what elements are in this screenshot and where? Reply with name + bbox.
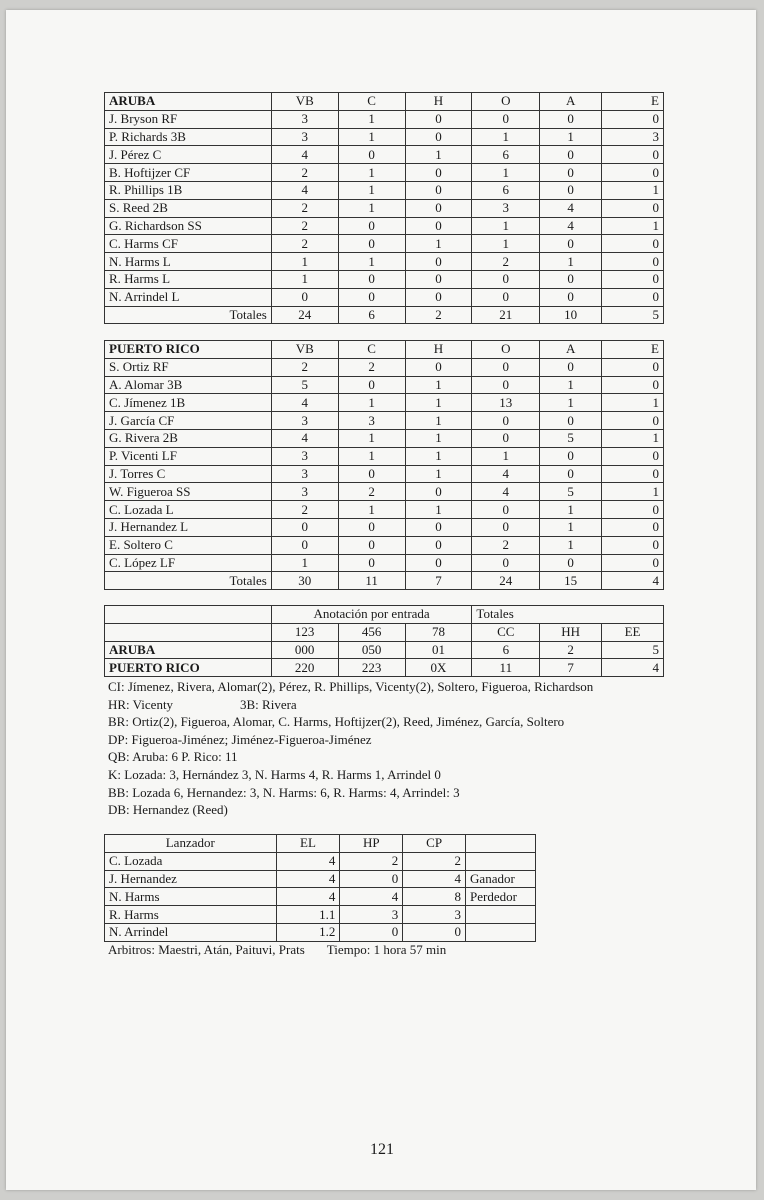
stat-cell: 2 [338,358,405,376]
totals-cell: 4 [602,572,664,590]
line-score-cell: 11 [472,659,540,677]
player-name: P. Richards 3B [105,128,272,146]
player-name: G. Richardson SS [105,217,272,235]
note-line: QB: Aruba: 6 P. Rico: 11 [108,749,238,765]
stat-cell: 2 [271,199,338,217]
player-name: J. Pérez C [105,146,272,164]
stat-cell: 0 [602,412,664,430]
pitching-stat-cell: 2 [340,852,403,870]
player-name: G. Rivera 2B [105,429,272,447]
line-score-subheader-row [105,623,664,641]
totals-cell: 24 [271,306,338,324]
totals-cell: 11 [338,572,405,590]
stat-cell: 0 [338,270,405,288]
pitching-stat-cell: 0 [340,870,403,888]
stat-cell: 1 [540,253,602,271]
totals-header: Totales [472,606,664,624]
stat-cell: 0 [540,270,602,288]
line-score-row [105,641,664,659]
pitching-stat-cell: 4 [276,870,340,888]
player-name: P. Vicenti LF [105,447,272,465]
totals-cell: 2 [405,306,472,324]
puerto-rico-player-row [105,429,664,447]
stat-cell: 0 [540,554,602,572]
aruba-column-header: E [602,93,664,111]
aruba-player-row [105,199,664,217]
line-score-cell: 220 [271,659,338,677]
puerto-rico-player-row [105,358,664,376]
stat-cell: 1 [405,146,472,164]
pitcher-name: J. Hernandez [105,870,277,888]
stat-cell: 0 [602,199,664,217]
line-score-subheader: 123 [271,623,338,641]
stat-cell: 1 [472,447,540,465]
stat-cell: 0 [405,199,472,217]
stat-cell: 0 [540,358,602,376]
pitching-stat-cell: 1.1 [276,906,340,924]
stat-cell: 1 [602,429,664,447]
stat-cell: 2 [338,483,405,501]
stat-cell: 1 [338,394,405,412]
line-score-cell: 6 [472,641,540,659]
stat-cell: 6 [472,146,540,164]
note-line: BB: Lozada 6, Hernandez: 3, N. Harms: 6, R. Harms: 4, Arrindel: 3 [108,784,460,800]
pitching-stat-cell: 4 [276,888,340,906]
stat-cell: 1 [405,465,472,483]
note-line: BR: Ortiz(2), Figueroa, Alomar, C. Harms, Hoftijzer(2), Reed, Jiménez, García, Soltero [108,714,565,730]
aruba-column-header: H [405,93,472,111]
pitching-column-header: EL [276,835,340,853]
stat-cell: 0 [602,164,664,182]
stat-cell: 0 [602,253,664,271]
note-line: K: Lozada: 3, Hernández 3, N. Harms 4, R. Harms 1, Arrindel 0 [108,766,441,782]
pitcher-row [105,888,536,906]
stat-cell: 1 [540,501,602,519]
player-name: S. Ortiz RF [105,358,272,376]
aruba-box-score [104,92,664,324]
note-line: CI: Jímenez, Rivera, Alomar(2), Pérez, R. Phillips, Vicenty(2), Soltero, Figueroa, Richardson [108,679,594,694]
stat-cell: 3 [338,412,405,430]
stat-cell: 2 [472,253,540,271]
pitching-stat-cell: 4 [340,888,403,906]
umpires-text: Arbitros: Maestri, Atán, Paituvi, Prats [108,942,305,957]
aruba-player-row [105,217,664,235]
player-name: J. García CF [105,412,272,430]
stat-cell: 0 [405,554,472,572]
aruba-player-row [105,164,664,182]
line-score-cell: 000 [271,641,338,659]
pitching-stat-cell: 4 [276,852,340,870]
stat-cell: 1 [271,270,338,288]
line-score-cell: 01 [405,641,472,659]
line-score-cell: 223 [338,659,405,677]
aruba-column-header: VB [271,93,338,111]
stat-cell: 0 [472,270,540,288]
aruba-player-row [105,146,664,164]
pitching-stat-cell: 3 [403,906,466,924]
stat-cell: 0 [472,518,540,536]
pitcher-name: R. Harms [105,906,277,924]
pitching-stat-cell: 2 [403,852,466,870]
stat-cell: 3 [271,110,338,128]
stat-cell: 0 [338,288,405,306]
aruba-player-row [105,270,664,288]
stat-cell: 1 [271,253,338,271]
stat-cell: 1 [602,217,664,235]
stat-cell: 1 [338,181,405,199]
stat-cell: 0 [602,536,664,554]
stat-cell: 0 [602,235,664,253]
stat-cell: 0 [271,536,338,554]
puerto-rico-team-name: PUERTO RICO [105,341,272,359]
puerto-rico-player-row [105,412,664,430]
note-hr: HR: Vicenty [108,696,174,712]
stat-cell: 0 [540,412,602,430]
pitcher-row [105,852,536,870]
aruba-player-row [105,253,664,271]
pitcher-decision [466,906,536,924]
stat-cell: 13 [472,394,540,412]
page-number: 121 [370,1141,394,1158]
aruba-player-row [105,288,664,306]
pitcher-name: C. Lozada [105,852,277,870]
pitcher-decision: Ganador [466,870,536,888]
stat-cell: 0 [602,270,664,288]
stat-cell: 3 [271,483,338,501]
puerto-rico-column-header: E [602,341,664,359]
stat-cell: 2 [271,235,338,253]
pitching-stat-cell: 8 [403,888,466,906]
aruba-header-row [105,93,664,111]
innings-header: Anotación por entrada [271,606,472,624]
stat-cell: 0 [405,270,472,288]
puerto-rico-header-row [105,341,664,359]
puerto-rico-player-row [105,483,664,501]
pitching-stat-cell: 0 [340,923,403,941]
stat-cell: 1 [540,518,602,536]
stat-cell: 1 [338,447,405,465]
stat-cell: 6 [472,181,540,199]
stat-cell: 1 [472,217,540,235]
pitcher-row [105,923,536,941]
stat-cell: 0 [338,465,405,483]
puerto-rico-player-row [105,518,664,536]
stat-cell: 4 [271,429,338,447]
totals-cell: 15 [540,572,602,590]
stat-cell: 0 [540,146,602,164]
stat-cell: 1 [405,412,472,430]
stat-cell: 0 [405,217,472,235]
totals-label: Totales [105,306,272,324]
stat-cell: 1 [405,376,472,394]
line-score-corner [105,606,272,624]
stat-cell: 0 [338,235,405,253]
stat-cell: 3 [271,465,338,483]
stat-cell: 0 [405,128,472,146]
stat-cell: 0 [338,536,405,554]
stat-cell: 0 [338,217,405,235]
player-name: E. Soltero C [105,536,272,554]
line-score-subheader: CC [472,623,540,641]
game-time-text: Tiempo: 1 hora 57 min [326,942,447,957]
stat-cell: 1 [540,128,602,146]
stat-cell: 0 [405,164,472,182]
stat-cell: 0 [540,110,602,128]
stat-cell: 1 [602,181,664,199]
line-score-subheader: 78 [405,623,472,641]
line-score-team: PUERTO RICO [105,659,272,677]
pitching-stat-cell: 1.2 [276,923,340,941]
pitching-stat-cell: 3 [340,906,403,924]
stat-cell: 0 [271,288,338,306]
aruba-player-row [105,235,664,253]
stat-cell: 1 [540,536,602,554]
puerto-rico-totals-row [105,572,664,590]
stat-cell: 1 [338,128,405,146]
stat-cell: 0 [405,483,472,501]
stat-cell: 0 [602,288,664,306]
pitching-column-header [466,835,536,853]
puerto-rico-player-row [105,376,664,394]
stat-cell: 1 [338,164,405,182]
player-name: C. Jímenez 1B [105,394,272,412]
pitching-table [104,834,536,942]
stat-cell: 1 [405,429,472,447]
pitching-column-header: Lanzador [105,835,277,853]
line-score-subheader [105,623,272,641]
stat-cell: 2 [271,164,338,182]
puerto-rico-player-row [105,447,664,465]
stat-cell: 1 [338,253,405,271]
stat-cell: 1 [540,394,602,412]
pitcher-decision [466,852,536,870]
stat-cell: 0 [540,465,602,483]
stat-cell: 1 [602,483,664,501]
stat-cell: 1 [472,128,540,146]
stat-cell: 0 [540,447,602,465]
stat-cell: 0 [602,518,664,536]
stat-cell: 1 [405,447,472,465]
line-score-cell: 0X [405,659,472,677]
stat-cell: 0 [338,554,405,572]
stat-cell: 0 [472,429,540,447]
pitcher-name: N. Arrindel [105,923,277,941]
line-score-subheader: HH [540,623,602,641]
stat-cell: 0 [472,110,540,128]
aruba-team-name: ARUBA [105,93,272,111]
stat-cell: 0 [405,358,472,376]
stat-cell: 0 [338,146,405,164]
aruba-totals-row [105,306,664,324]
totals-cell: 10 [540,306,602,324]
stat-cell: 3 [472,199,540,217]
puerto-rico-column-header: O [472,341,540,359]
player-name: J. Hernandez L [105,518,272,536]
stat-cell: 0 [271,518,338,536]
line-score-subheader: EE [602,623,664,641]
stat-cell: 1 [338,429,405,447]
stat-cell: 3 [271,447,338,465]
player-name: A. Alomar 3B [105,376,272,394]
player-name: S. Reed 2B [105,199,272,217]
stat-cell: 0 [472,501,540,519]
stat-cell: 0 [540,181,602,199]
stat-cell: 0 [602,358,664,376]
stat-cell: 1 [338,199,405,217]
stat-cell: 0 [405,110,472,128]
line-score-table [104,605,664,677]
game-notes [108,678,628,819]
aruba-player-row [105,181,664,199]
player-name: B. Hoftijzer CF [105,164,272,182]
stat-cell: 2 [271,217,338,235]
stat-cell: 0 [405,181,472,199]
totals-cell: 6 [338,306,405,324]
puerto-rico-box-score [104,340,664,590]
note-3b: 3B: Rivera [240,696,297,712]
puerto-rico-player-row [105,501,664,519]
player-name: R. Phillips 1B [105,181,272,199]
totals-label: Totales [105,572,272,590]
stat-cell: 0 [405,536,472,554]
stat-cell: 4 [472,465,540,483]
player-name: C. López LF [105,554,272,572]
stat-cell: 0 [472,554,540,572]
stat-cell: 3 [271,128,338,146]
stat-cell: 1 [540,376,602,394]
puerto-rico-player-row [105,536,664,554]
puerto-rico-column-header: A [540,341,602,359]
stat-cell: 1 [271,554,338,572]
stat-cell: 4 [540,199,602,217]
player-name: C. Harms CF [105,235,272,253]
line-score-header-row [105,606,664,624]
stat-cell: 5 [540,483,602,501]
stat-cell: 5 [271,376,338,394]
stat-cell: 4 [271,394,338,412]
stat-cell: 1 [338,501,405,519]
pitcher-decision [466,923,536,941]
line-score-cell: 4 [602,659,664,677]
note-line: DP: Figueroa-Jiménez; Jiménez-Figueroa-Jiménez [108,731,372,747]
pitching-stat-cell: 4 [403,870,466,888]
stat-cell: 0 [405,518,472,536]
aruba-player-row [105,110,664,128]
player-name: R. Harms L [105,270,272,288]
game-footer [108,942,446,958]
stat-cell: 0 [405,253,472,271]
stat-cell: 1 [602,394,664,412]
player-name: C. Lozada L [105,501,272,519]
pitcher-decision: Perdedor [466,888,536,906]
stat-cell: 3 [602,128,664,146]
stat-cell: 0 [540,288,602,306]
stat-cell: 0 [602,447,664,465]
stat-cell: 4 [472,483,540,501]
player-name: N. Harms L [105,253,272,271]
totals-cell: 24 [472,572,540,590]
aruba-column-header: A [540,93,602,111]
stat-cell: 4 [271,146,338,164]
pitcher-row [105,906,536,924]
puerto-rico-player-row [105,554,664,572]
stat-cell: 0 [602,376,664,394]
stat-cell: 1 [405,235,472,253]
note-line: DB: Hernandez (Reed) [108,802,228,818]
stat-cell: 1 [338,110,405,128]
stat-cell: 0 [602,465,664,483]
stat-cell: 1 [405,394,472,412]
line-score-row [105,659,664,677]
stat-cell: 1 [405,501,472,519]
totals-cell: 30 [271,572,338,590]
stat-cell: 0 [472,412,540,430]
stat-cell: 0 [472,376,540,394]
stat-cell: 0 [602,554,664,572]
totals-cell: 7 [405,572,472,590]
puerto-rico-column-header: C [338,341,405,359]
stat-cell: 0 [602,501,664,519]
stat-cell: 2 [472,536,540,554]
player-name: J. Bryson RF [105,110,272,128]
line-score-cell: 7 [540,659,602,677]
pitcher-row [105,870,536,888]
stat-cell: 1 [472,164,540,182]
stat-cell: 0 [405,288,472,306]
stat-cell: 0 [602,146,664,164]
stat-cell: 1 [472,235,540,253]
stat-cell: 4 [540,217,602,235]
stat-cell: 4 [271,181,338,199]
stat-cell: 0 [472,358,540,376]
stat-cell: 2 [271,501,338,519]
pitching-column-header: HP [340,835,403,853]
pitcher-name: N. Harms [105,888,277,906]
puerto-rico-column-header: H [405,341,472,359]
totals-cell: 5 [602,306,664,324]
note-line [108,696,628,714]
pitching-stat-cell: 0 [403,923,466,941]
line-score-cell: 2 [540,641,602,659]
aruba-column-header: O [472,93,540,111]
player-name: J. Torres C [105,465,272,483]
totals-cell: 21 [472,306,540,324]
line-score-cell: 5 [602,641,664,659]
player-name: W. Figueroa SS [105,483,272,501]
line-score-team: ARUBA [105,641,272,659]
aruba-column-header: C [338,93,405,111]
stat-cell: 3 [271,412,338,430]
line-score-cell: 050 [338,641,405,659]
aruba-player-row [105,128,664,146]
stat-cell: 2 [271,358,338,376]
stat-cell: 0 [338,376,405,394]
puerto-rico-column-header: VB [271,341,338,359]
line-score-subheader: 456 [338,623,405,641]
puerto-rico-player-row [105,465,664,483]
stat-cell: 0 [338,518,405,536]
pitching-column-header: CP [403,835,466,853]
stat-cell: 0 [472,288,540,306]
player-name: N. Arrindel L [105,288,272,306]
stat-cell: 0 [602,110,664,128]
puerto-rico-player-row [105,394,664,412]
stat-cell: 0 [540,164,602,182]
pitching-header-row [105,835,536,853]
stat-cell: 0 [540,235,602,253]
stat-cell: 5 [540,429,602,447]
